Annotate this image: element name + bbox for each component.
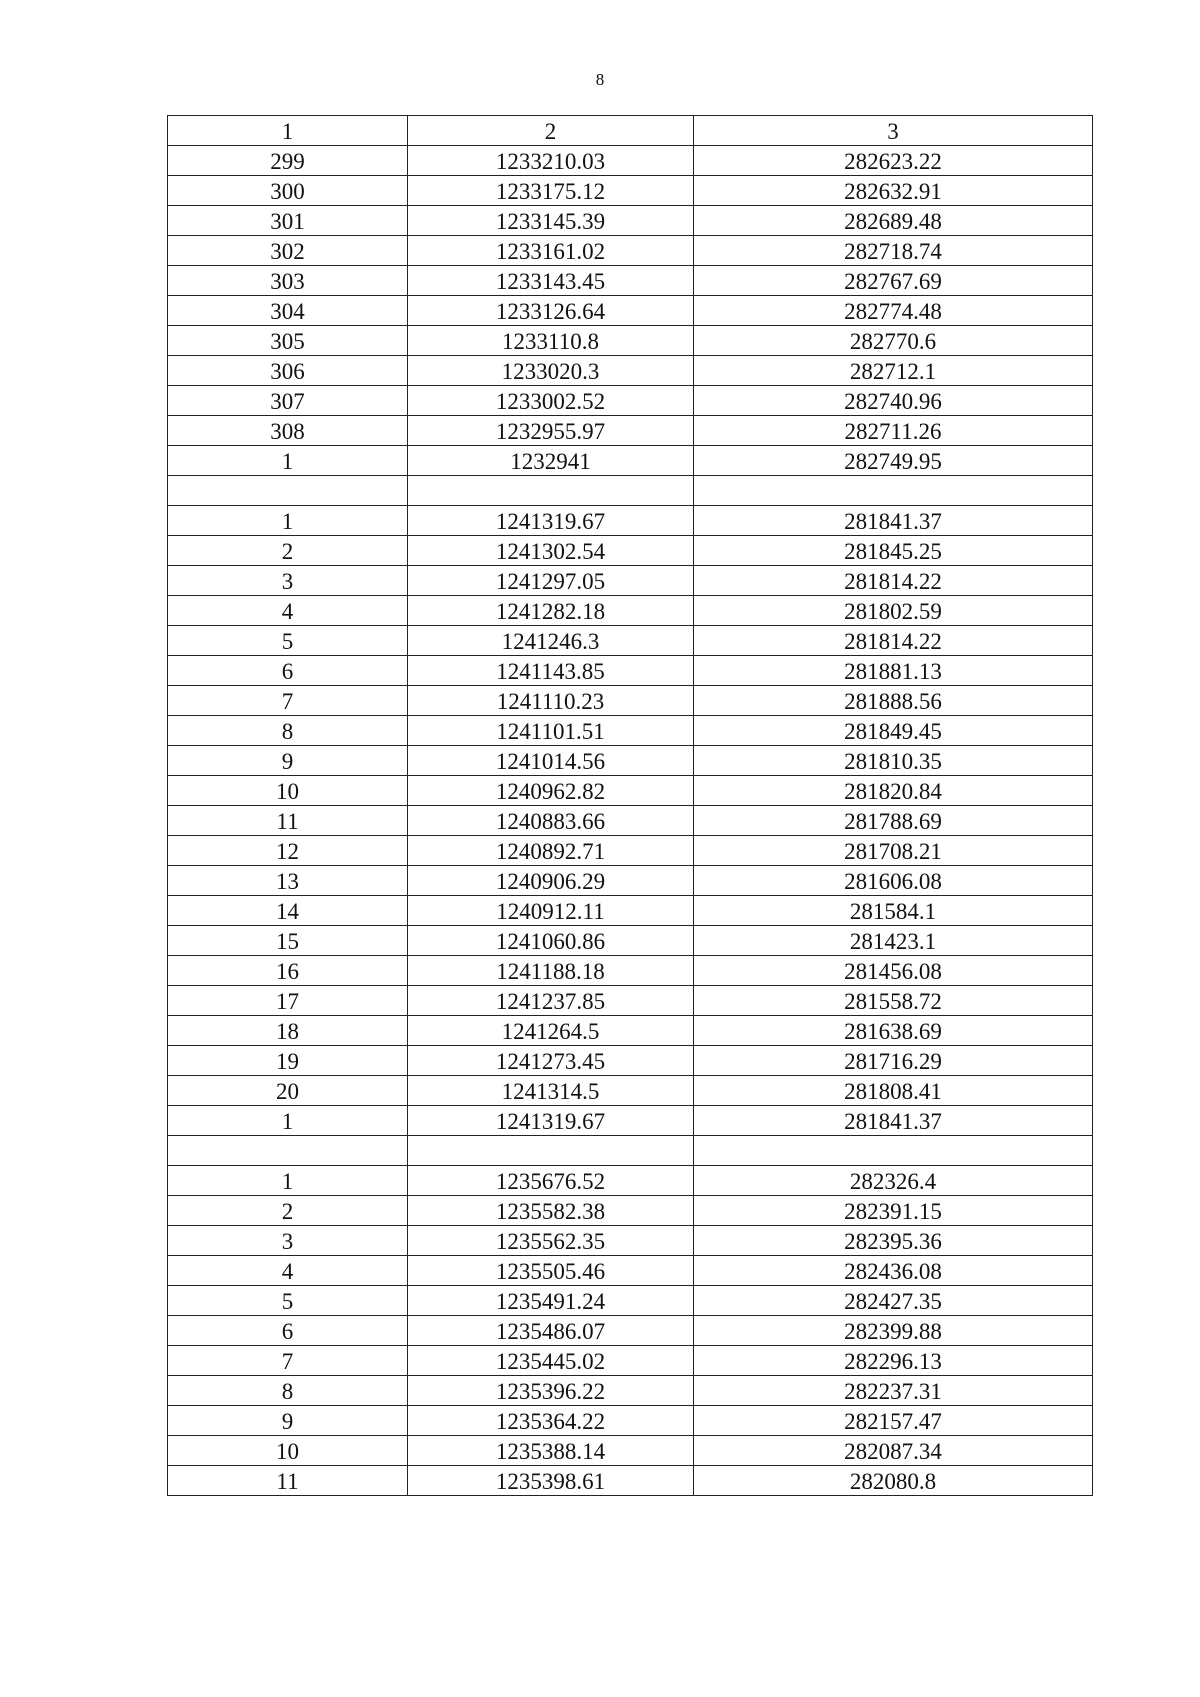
x-coordinate-cell: 1233161.02 (408, 236, 694, 266)
y-coordinate-cell: 282632.91 (694, 176, 1093, 206)
x-coordinate-cell: 1241314.5 (408, 1076, 694, 1106)
x-coordinate-cell: 1235364.22 (408, 1406, 694, 1436)
point-number-cell: 1 (168, 506, 408, 536)
point-number-cell: 11 (168, 1466, 408, 1496)
point-number-cell: 13 (168, 866, 408, 896)
x-coordinate-cell: 1235398.61 (408, 1466, 694, 1496)
y-coordinate-cell: 281638.69 (694, 1016, 1093, 1046)
x-coordinate-cell: 1232941 (408, 446, 694, 476)
point-number-cell: 15 (168, 926, 408, 956)
x-coordinate-cell: 1235396.22 (408, 1376, 694, 1406)
table-row (168, 266, 1093, 296)
table-row (168, 356, 1093, 386)
x-coordinate-cell: 1241319.67 (408, 506, 694, 536)
x-coordinate-cell: 1240906.29 (408, 866, 694, 896)
point-number-cell: 10 (168, 1436, 408, 1466)
x-coordinate-cell: 1241060.86 (408, 926, 694, 956)
table-row (168, 536, 1093, 566)
x-coordinate-cell: 1241282.18 (408, 596, 694, 626)
point-number-cell: 301 (168, 206, 408, 236)
table-row (168, 1406, 1093, 1436)
point-number-cell: 6 (168, 656, 408, 686)
x-coordinate-cell: 1241264.5 (408, 1016, 694, 1046)
y-coordinate-cell: 282740.96 (694, 386, 1093, 416)
y-coordinate-cell: 282770.6 (694, 326, 1093, 356)
x-coordinate-cell: 1241297.05 (408, 566, 694, 596)
y-coordinate-cell: 282718.74 (694, 236, 1093, 266)
table-row (168, 506, 1093, 536)
table-row (168, 656, 1093, 686)
y-coordinate-cell: 282157.47 (694, 1406, 1093, 1436)
point-number-cell: 1 (168, 446, 408, 476)
table-row (168, 446, 1093, 476)
x-coordinate-cell: 1240892.71 (408, 836, 694, 866)
x-coordinate-cell: 1233002.52 (408, 386, 694, 416)
table-row (168, 206, 1093, 236)
point-number-cell: 1 (168, 1166, 408, 1196)
point-number-cell: 4 (168, 1256, 408, 1286)
point-number-cell: 302 (168, 236, 408, 266)
point-number-cell: 8 (168, 716, 408, 746)
x-coordinate-cell: 1235491.24 (408, 1286, 694, 1316)
point-number-cell: 17 (168, 986, 408, 1016)
table-row (168, 1016, 1093, 1046)
table-row (168, 1196, 1093, 1226)
point-number-cell: 14 (168, 896, 408, 926)
table-row (168, 686, 1093, 716)
header-cell-2: 2 (408, 116, 694, 146)
point-number-cell: 308 (168, 416, 408, 446)
y-coordinate-cell: 281558.72 (694, 986, 1093, 1016)
y-coordinate-cell: 281606.08 (694, 866, 1093, 896)
table-row (168, 1076, 1093, 1106)
y-coordinate-cell: 281584.1 (694, 896, 1093, 926)
y-coordinate-cell: 281456.08 (694, 956, 1093, 986)
x-coordinate-cell: 1232955.97 (408, 416, 694, 446)
x-coordinate-cell: 1241246.3 (408, 626, 694, 656)
y-coordinate-cell: 282087.34 (694, 1436, 1093, 1466)
point-number-cell: 19 (168, 1046, 408, 1076)
x-coordinate-cell: 1235676.52 (408, 1166, 694, 1196)
table-row (168, 806, 1093, 836)
y-coordinate-cell: 282326.4 (694, 1166, 1093, 1196)
table-row (168, 1436, 1093, 1466)
table-row (168, 1316, 1093, 1346)
table-row (168, 746, 1093, 776)
point-number-cell: 305 (168, 326, 408, 356)
table-row (168, 896, 1093, 926)
point-number-cell: 3 (168, 566, 408, 596)
y-coordinate-cell: 282296.13 (694, 1346, 1093, 1376)
y-coordinate-cell: 282391.15 (694, 1196, 1093, 1226)
x-coordinate-cell: 1235562.35 (408, 1226, 694, 1256)
point-number-cell: 1 (168, 1106, 408, 1136)
table-row (168, 956, 1093, 986)
table-row (168, 1376, 1093, 1406)
point-number-cell: 4 (168, 596, 408, 626)
y-coordinate-cell: 281810.35 (694, 746, 1093, 776)
y-coordinate-cell: 281808.41 (694, 1076, 1093, 1106)
header-cell-1: 1 (168, 116, 408, 146)
point-number-cell: 7 (168, 1346, 408, 1376)
table-separator-row (168, 476, 1093, 506)
y-coordinate-cell (694, 1136, 1093, 1166)
y-coordinate-cell: 281841.37 (694, 1106, 1093, 1136)
table-row (168, 176, 1093, 206)
x-coordinate-cell (408, 476, 694, 506)
point-number-cell: 2 (168, 536, 408, 566)
point-number-cell: 5 (168, 626, 408, 656)
point-number-cell: 3 (168, 1226, 408, 1256)
coordinates-table (167, 115, 1093, 1496)
x-coordinate-cell: 1233110.8 (408, 326, 694, 356)
table-row (168, 386, 1093, 416)
table-row (168, 236, 1093, 266)
point-number-cell: 20 (168, 1076, 408, 1106)
table-row (168, 1046, 1093, 1076)
x-coordinate-cell: 1233143.45 (408, 266, 694, 296)
y-coordinate-cell: 282427.35 (694, 1286, 1093, 1316)
table-row (168, 836, 1093, 866)
y-coordinate-cell: 281814.22 (694, 566, 1093, 596)
y-coordinate-cell: 281820.84 (694, 776, 1093, 806)
point-number-cell: 18 (168, 1016, 408, 1046)
x-coordinate-cell: 1235388.14 (408, 1436, 694, 1466)
x-coordinate-cell: 1233020.3 (408, 356, 694, 386)
point-number-cell: 11 (168, 806, 408, 836)
x-coordinate-cell: 1241143.85 (408, 656, 694, 686)
table-row (168, 986, 1093, 1016)
x-coordinate-cell: 1240912.11 (408, 896, 694, 926)
point-number-cell: 307 (168, 386, 408, 416)
table-row (168, 1256, 1093, 1286)
x-coordinate-cell: 1241188.18 (408, 956, 694, 986)
x-coordinate-cell: 1233210.03 (408, 146, 694, 176)
table-body (168, 116, 1093, 1496)
x-coordinate-cell: 1241101.51 (408, 716, 694, 746)
table-row (168, 1286, 1093, 1316)
x-coordinate-cell (408, 1136, 694, 1166)
page-number: 8 (595, 70, 605, 89)
x-coordinate-cell: 1235486.07 (408, 1316, 694, 1346)
y-coordinate-cell: 282712.1 (694, 356, 1093, 386)
point-number-cell: 300 (168, 176, 408, 206)
y-coordinate-cell: 282711.26 (694, 416, 1093, 446)
table-row (168, 1346, 1093, 1376)
y-coordinate-cell: 281845.25 (694, 536, 1093, 566)
x-coordinate-cell: 1235505.46 (408, 1256, 694, 1286)
y-coordinate-cell: 282689.48 (694, 206, 1093, 236)
y-coordinate-cell: 282237.31 (694, 1376, 1093, 1406)
table-row (168, 716, 1093, 746)
x-coordinate-cell: 1235582.38 (408, 1196, 694, 1226)
table-row (168, 1106, 1093, 1136)
table-row (168, 776, 1093, 806)
point-number-cell: 2 (168, 1196, 408, 1226)
point-number-cell: 303 (168, 266, 408, 296)
y-coordinate-cell: 282767.69 (694, 266, 1093, 296)
y-coordinate-cell: 281423.1 (694, 926, 1093, 956)
x-coordinate-cell: 1241110.23 (408, 686, 694, 716)
point-number-cell: 304 (168, 296, 408, 326)
point-number-cell: 306 (168, 356, 408, 386)
x-coordinate-cell: 1235445.02 (408, 1346, 694, 1376)
y-coordinate-cell: 282395.36 (694, 1226, 1093, 1256)
x-coordinate-cell: 1241273.45 (408, 1046, 694, 1076)
x-coordinate-cell: 1233175.12 (408, 176, 694, 206)
table-separator-row (168, 1136, 1093, 1166)
y-coordinate-cell: 282774.48 (694, 296, 1093, 326)
table-row (168, 596, 1093, 626)
x-coordinate-cell: 1241237.85 (408, 986, 694, 1016)
table-row (168, 326, 1093, 356)
point-number-cell: 6 (168, 1316, 408, 1346)
header-cell-3: 3 (694, 116, 1093, 146)
table-row (168, 416, 1093, 446)
y-coordinate-cell: 282436.08 (694, 1256, 1093, 1286)
x-coordinate-cell: 1241014.56 (408, 746, 694, 776)
table-header-row (168, 116, 1093, 146)
y-coordinate-cell: 282623.22 (694, 146, 1093, 176)
table-row (168, 626, 1093, 656)
table-row (168, 146, 1093, 176)
table-row (168, 926, 1093, 956)
point-number-cell: 7 (168, 686, 408, 716)
x-coordinate-cell: 1233145.39 (408, 206, 694, 236)
y-coordinate-cell: 281814.22 (694, 626, 1093, 656)
y-coordinate-cell (694, 476, 1093, 506)
y-coordinate-cell: 281881.13 (694, 656, 1093, 686)
y-coordinate-cell: 281849.45 (694, 716, 1093, 746)
point-number-cell: 9 (168, 1406, 408, 1436)
y-coordinate-cell: 281802.59 (694, 596, 1093, 626)
x-coordinate-cell: 1241302.54 (408, 536, 694, 566)
y-coordinate-cell: 281716.29 (694, 1046, 1093, 1076)
y-coordinate-cell: 282080.8 (694, 1466, 1093, 1496)
y-coordinate-cell: 281788.69 (694, 806, 1093, 836)
point-number-cell: 5 (168, 1286, 408, 1316)
point-number-cell: 299 (168, 146, 408, 176)
x-coordinate-cell: 1240883.66 (408, 806, 694, 836)
y-coordinate-cell: 282399.88 (694, 1316, 1093, 1346)
point-number-cell: 12 (168, 836, 408, 866)
point-number-cell: 10 (168, 776, 408, 806)
table-row (168, 296, 1093, 326)
x-coordinate-cell: 1241319.67 (408, 1106, 694, 1136)
table-row (168, 1466, 1093, 1496)
x-coordinate-cell: 1233126.64 (408, 296, 694, 326)
point-number-cell: 16 (168, 956, 408, 986)
point-number-cell (168, 1136, 408, 1166)
point-number-cell (168, 476, 408, 506)
table-row (168, 1166, 1093, 1196)
table-row (168, 866, 1093, 896)
point-number-cell: 8 (168, 1376, 408, 1406)
y-coordinate-cell: 281888.56 (694, 686, 1093, 716)
y-coordinate-cell: 281841.37 (694, 506, 1093, 536)
y-coordinate-cell: 281708.21 (694, 836, 1093, 866)
table-row (168, 1226, 1093, 1256)
point-number-cell: 9 (168, 746, 408, 776)
x-coordinate-cell: 1240962.82 (408, 776, 694, 806)
y-coordinate-cell: 282749.95 (694, 446, 1093, 476)
table-row (168, 566, 1093, 596)
